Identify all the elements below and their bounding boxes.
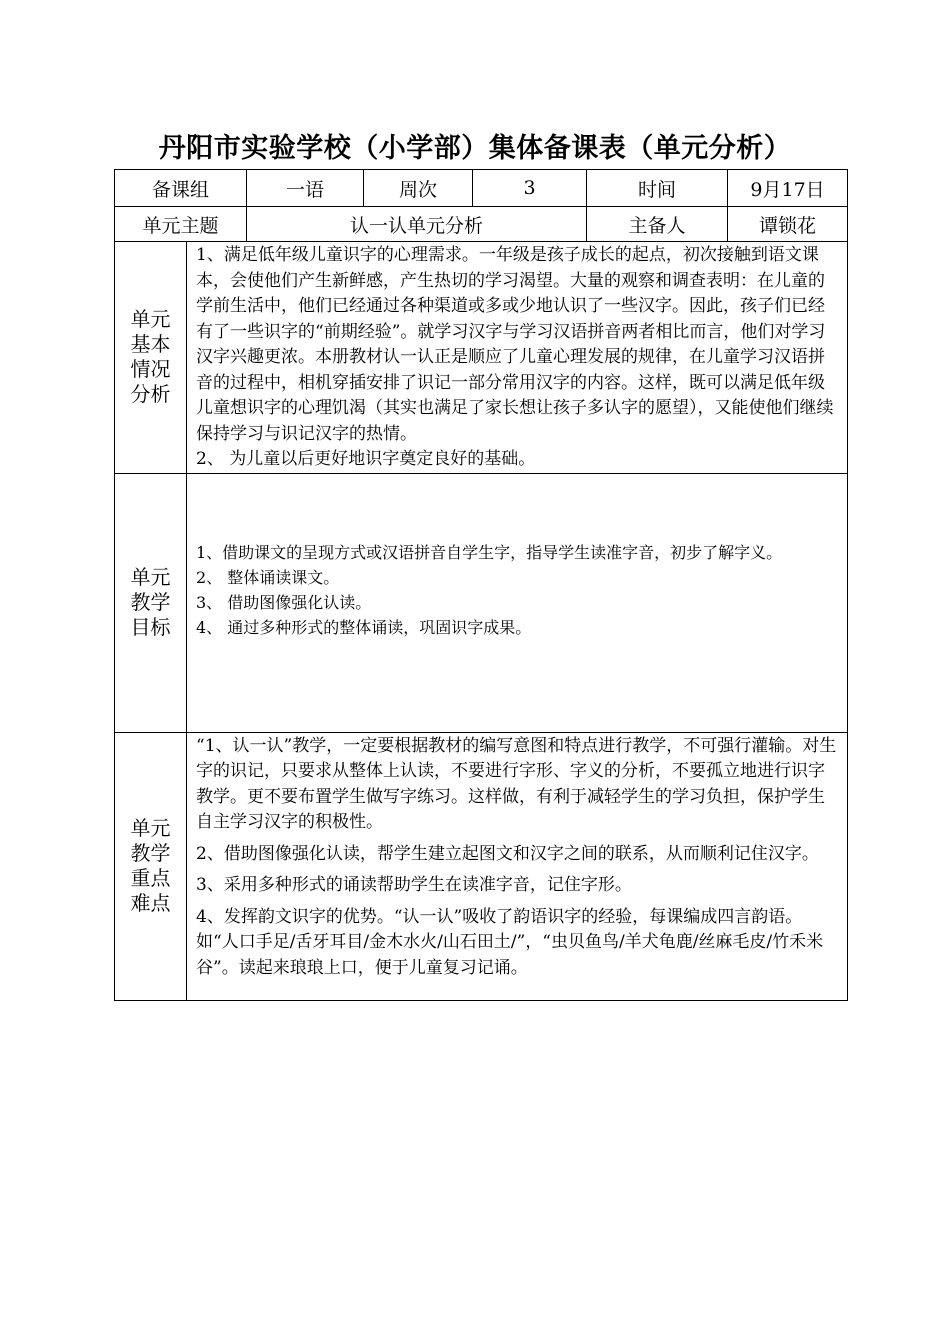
- key-points-content: [187, 732, 848, 1000]
- teaching-goal-item: 1、借助课文的呈现方式或汉语拼音自学生字，指导学生读准字音，初步了解字义。: [196, 542, 783, 562]
- time-value: 9月17日: [728, 170, 848, 207]
- key-points-label: 单元 教学 重点 难点: [115, 732, 187, 1000]
- teaching-goal-item: 3、 借助图像强化认读。: [196, 592, 372, 612]
- teaching-goals-row: [115, 473, 848, 732]
- theme-row: [115, 207, 848, 242]
- group-label: 备课组: [115, 170, 247, 207]
- key-point-item: 2、借助图像强化认读，帮学生建立起图文和汉字之间的联系，从而顺利记住汉字。: [196, 843, 819, 864]
- basic-analysis-paragraph: 1、满足低年级儿童识字的心理需求。一年级是孩子成长的起点，初次接触到语文课本，会使他们产生新鲜感，产生热切的学习渴望。大量的观察和调查表明：在儿童的学前生活中，他们已经通过各种渠道或多或少地认识了一些汉字。因此，孩子们已经有了一些识字的“前期经验”。就学习汉字与学习汉语拼音两者相比而言，他们对学习汉字兴趣更浓。本册教材认一认正是顺应了儿童心理发展的规律，在儿童学习汉语拼音的过程中，相机穿插安排了识记一部分常用汉字的内容。这样，既可以满足低年级儿童想识字的心理饥渴（其实也满足了家长想让孩子多认字的愿望），又能使他们继续保持学习与识记汉字的热情。: [196, 245, 834, 444]
- preparer-value: 谭锁花: [728, 207, 848, 242]
- group-value: 一语: [247, 170, 364, 207]
- lesson-plan-table: [114, 169, 848, 1001]
- key-points-row: [115, 732, 848, 1000]
- week-label: 周次: [364, 170, 473, 207]
- header-row: [115, 170, 848, 207]
- basic-analysis-row: [115, 242, 848, 474]
- week-value: 3: [473, 170, 587, 207]
- preparer-label: 主备人: [587, 207, 728, 242]
- theme-value: 认一认单元分析: [247, 207, 587, 242]
- key-point-item: 3、采用多种形式的诵读帮助学生在读准字音，记住字形。: [196, 875, 632, 895]
- document-title: 丹阳市实验学校（小学部）集体备课表（单元分析）: [158, 133, 792, 164]
- key-point-item: “1、认一认”教学，一定要根据教材的编写意图和特点进行教学，不可强行灌输。对生字的识记，只要求从整体上认读，不要进行字形、字义的分析，不要孤立地进行识字教学。更不要布置学生做写字练习。这样做，有利于减轻学生的学习负担，保护学生自主学习汉字的积极性。: [196, 735, 837, 832]
- theme-label: 单元主题: [115, 207, 247, 242]
- teaching-goal-item: 4、 通过多种形式的整体诵读，巩固识字成果。: [196, 617, 532, 637]
- basic-analysis-paragraph: 2、 为儿童以后更好地识字奠定良好的基础。: [196, 449, 536, 469]
- basic-analysis-label: 单元 基本 情况 分析: [115, 242, 187, 474]
- key-point-item: 4、发挥韵文识字的优势。“认一认”吸收了韵语识字的经验，每课编成四言韵语。如“人口手足/舌牙耳目/金木水火/山石田土/”，“虫贝鱼鸟/羊犬龟鹿/丝麻毛皮/竹禾米谷”。读起来琅琅上口，便于儿童复习记诵。: [196, 906, 824, 978]
- teaching-goal-item: 2、 整体诵读课文。: [196, 567, 340, 587]
- teaching-goals-content: [187, 473, 848, 732]
- time-label: 时间: [587, 170, 728, 207]
- basic-analysis-content: [187, 242, 848, 474]
- teaching-goals-label: 单元 教学 目标: [115, 473, 187, 732]
